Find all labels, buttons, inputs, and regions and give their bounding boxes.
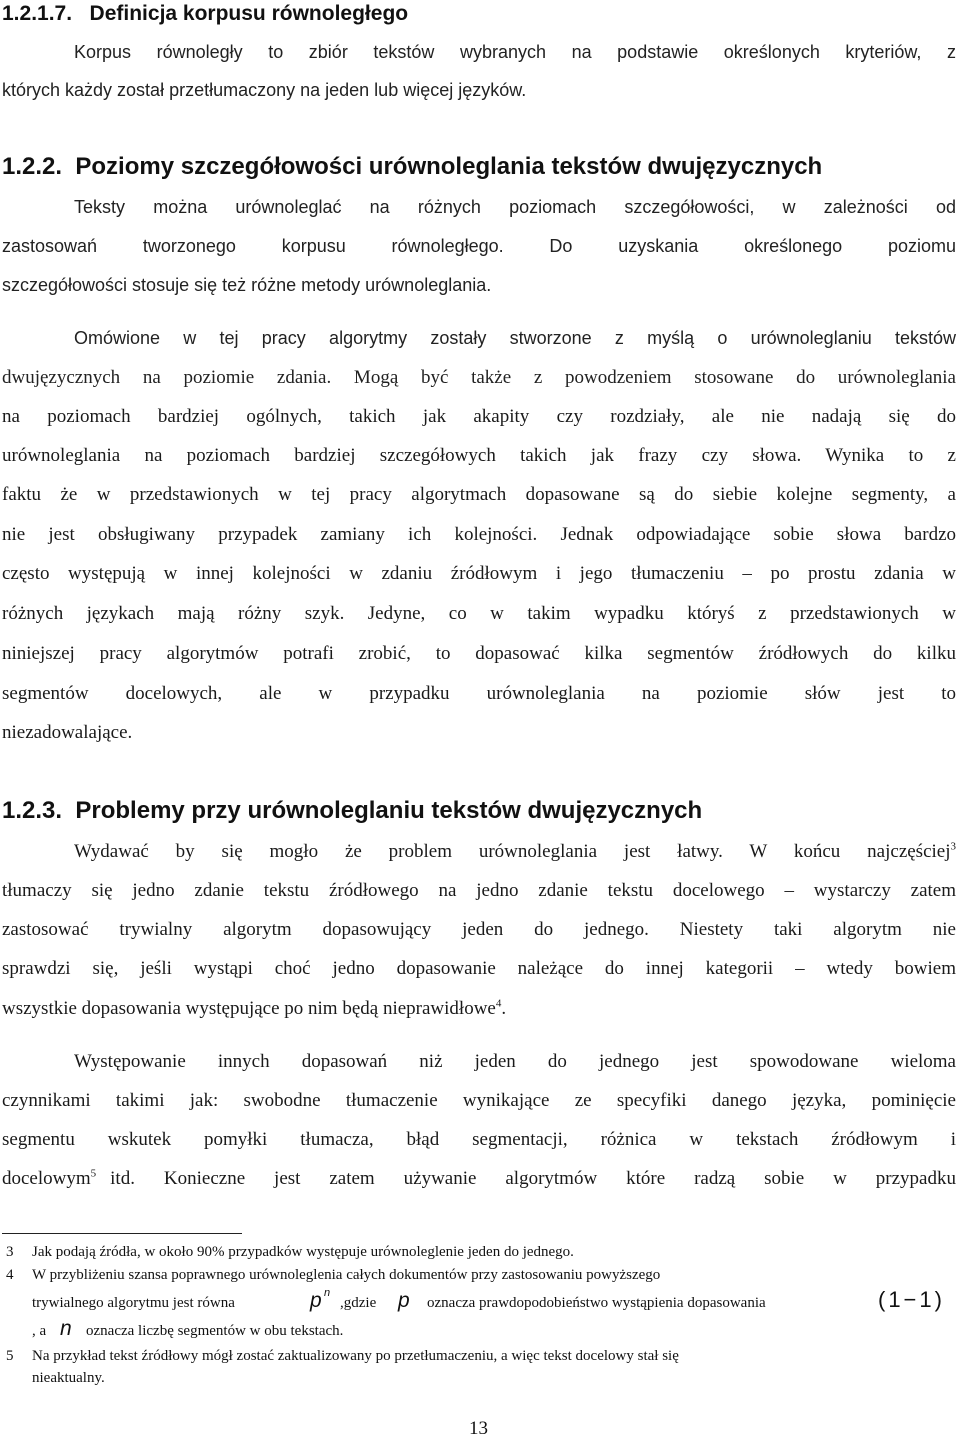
paragraph-line: na poziomach bardziej ogólnych, takich jak akapity czy rozdziały, ale nie nadają się do	[2, 406, 956, 427]
math-variable-n: n	[60, 1317, 72, 1340]
paragraph-line: segmentu wskutek pomyłki tłumacza, błąd segmentacji, różnica w tekstach źródłowym i	[2, 1129, 956, 1150]
footnote-text: ,gdzie	[340, 1295, 377, 1311]
paragraph-line: niniejszej pracy algorytmów potrafi zrobić, to dopasować kilka segmentów źródłowych do kilku	[2, 643, 956, 664]
paragraph-text: Wydawać by się mogło że problem urównoleglania jest łatwy. W końcu najczęściej	[74, 841, 951, 862]
paragraph-line: często występują w innej kolejności w zdaniu źródłowym i jego tłumaczeniu – po prostu zdania w	[2, 563, 956, 584]
footnote-separator	[2, 1233, 242, 1234]
paragraph-line: dwujęzycznych na poziomie zdania. Mogą być także z powodzeniem stosowane do urównoleglania	[2, 367, 956, 388]
footnote-text: oznacza prawdopodobieństwo wystąpienia dopasowania	[427, 1295, 766, 1311]
paragraph-line	[2, 998, 506, 1020]
paragraph-text: wszystkie dopasowania występujące po nim będą nieprawidłowe	[2, 998, 496, 1019]
paragraph-line: których każdy został przetłumaczony na jeden lub więcej języków.	[2, 80, 527, 100]
paragraph-line: Korpus równoległy to zbiór tekstów wybranych na podstawie określonych kryteriów, z	[74, 42, 956, 62]
footnote-4	[0, 1267, 950, 1347]
footnote-text: , a	[32, 1323, 47, 1339]
paragraph-line: tłumaczy się jedno zdanie tekstu źródłowego na jedno zdanie tekstu docelowego – wystarczy zatem	[2, 880, 956, 901]
paragraph-line: nie jest obsługiwany przypadek zamiany ich kolejności. Jednak odpowiadające sobie słowa bardzo	[2, 524, 956, 545]
paragraph-text: itd. Konieczne jest zatem używanie algorytmów które radzą sobie w przypadku	[110, 1168, 956, 1189]
footnote-text: Jak podają źródła, w około 90% przypadków występuje urównoleglenie jeden do jednego.	[32, 1244, 574, 1260]
footnote-text: W przybliżeniu szansa poprawnego urównoleglenia całych dokumentów przy zastosowaniu powyższego	[32, 1267, 661, 1283]
paragraph-line: sprawdzi się, jeśli wystąpi choć jedno dopasowanie należące do innej kategorii – wtedy bowiem	[2, 958, 956, 979]
math-variable-p: p	[398, 1289, 410, 1312]
paragraph-line: szczegółowości stosuje się też różne metody urównoleglania.	[2, 275, 492, 295]
paragraph-line: Omówione w tej pracy algorytmy zostały stworzone z myślą o urównoleglaniu tekstów	[74, 328, 956, 348]
paragraph-line: niezadowalające.	[2, 722, 133, 743]
footnote-number: 3	[6, 1244, 14, 1260]
page-number: 13	[469, 1418, 488, 1439]
section-heading-1-2-2: 1.2.2. Poziomy szczegółowości urównoleglania tekstów dwujęzycznych	[2, 153, 823, 180]
paragraph-text	[2, 1168, 96, 1190]
paragraph-line	[2, 1168, 956, 1190]
footnote-ref: 5	[90, 1167, 97, 1180]
paragraph-text: docelowym	[2, 1168, 91, 1189]
footnote-5	[0, 1348, 940, 1392]
paragraph-text: .	[501, 998, 507, 1019]
paragraph-line: Teksty można urównoleglać na różnych poziomach szczegółowości, w zależności od	[74, 197, 956, 217]
paragraph-line	[74, 841, 956, 863]
section-heading-1-2-3: 1.2.3. Problemy przy urównoleglaniu tekstów dwujęzycznych	[2, 797, 703, 824]
footnote-text: trywialnego algorytmu jest równa	[32, 1295, 235, 1311]
footnote-ref: 4	[495, 997, 502, 1010]
paragraph-line: urównoleglania na poziomach bardziej szczegółowych takich jak frazy czy słowa. Wynika to z	[2, 445, 956, 466]
footnote-number: 5	[6, 1348, 14, 1364]
math-variable-p: p	[310, 1289, 322, 1312]
paragraph-line: Występowanie innych dopasowań niż jeden do jednego jest spowodowane wieloma	[74, 1051, 956, 1072]
math-exponent-n: n	[324, 1287, 331, 1299]
footnote-text: Na przykład tekst źródłowy mógł zostać zaktualizowany po przetłumaczeniu, a więc tekst docelowy stał się	[32, 1348, 679, 1364]
paragraph-line: faktu że w przedstawionych w tej pracy algorytmach dopasowane są do siebie kolejne segmenty, a	[2, 484, 956, 505]
paragraph-line: różnych językach mają różny szyk. Jedyne, co w takim wypadku któryś z przedstawionych w	[2, 603, 956, 624]
footnote-text: nieaktualny.	[32, 1370, 105, 1386]
section-heading-1-2-1-7: 1.2.1.7. Definicja korpusu równoległego	[2, 2, 409, 25]
paragraph-line: zastosowań tworzonego korpusu równoległego. Do uzyskania określonego poziomu	[2, 236, 956, 256]
paragraph-line: zastosować trywialny algorytm dopasowujący jeden do jednego. Niestety taki algorytm nie	[2, 919, 956, 940]
footnote-number: 4	[6, 1267, 14, 1283]
paragraph-line: czynnikami takimi jak: swobodne tłumaczenie wynikające ze specyfiki danego języka, pominięcie	[2, 1090, 956, 1111]
footnote-ref: 3	[950, 840, 956, 853]
footnote-text: oznacza liczbę segmentów w obu tekstach.	[86, 1323, 344, 1339]
math-expression: (1−1)	[878, 1287, 945, 1312]
paragraph-line: segmentów docelowych, ale w przypadku urównoleglania na poziomie słów jest to	[2, 683, 956, 704]
